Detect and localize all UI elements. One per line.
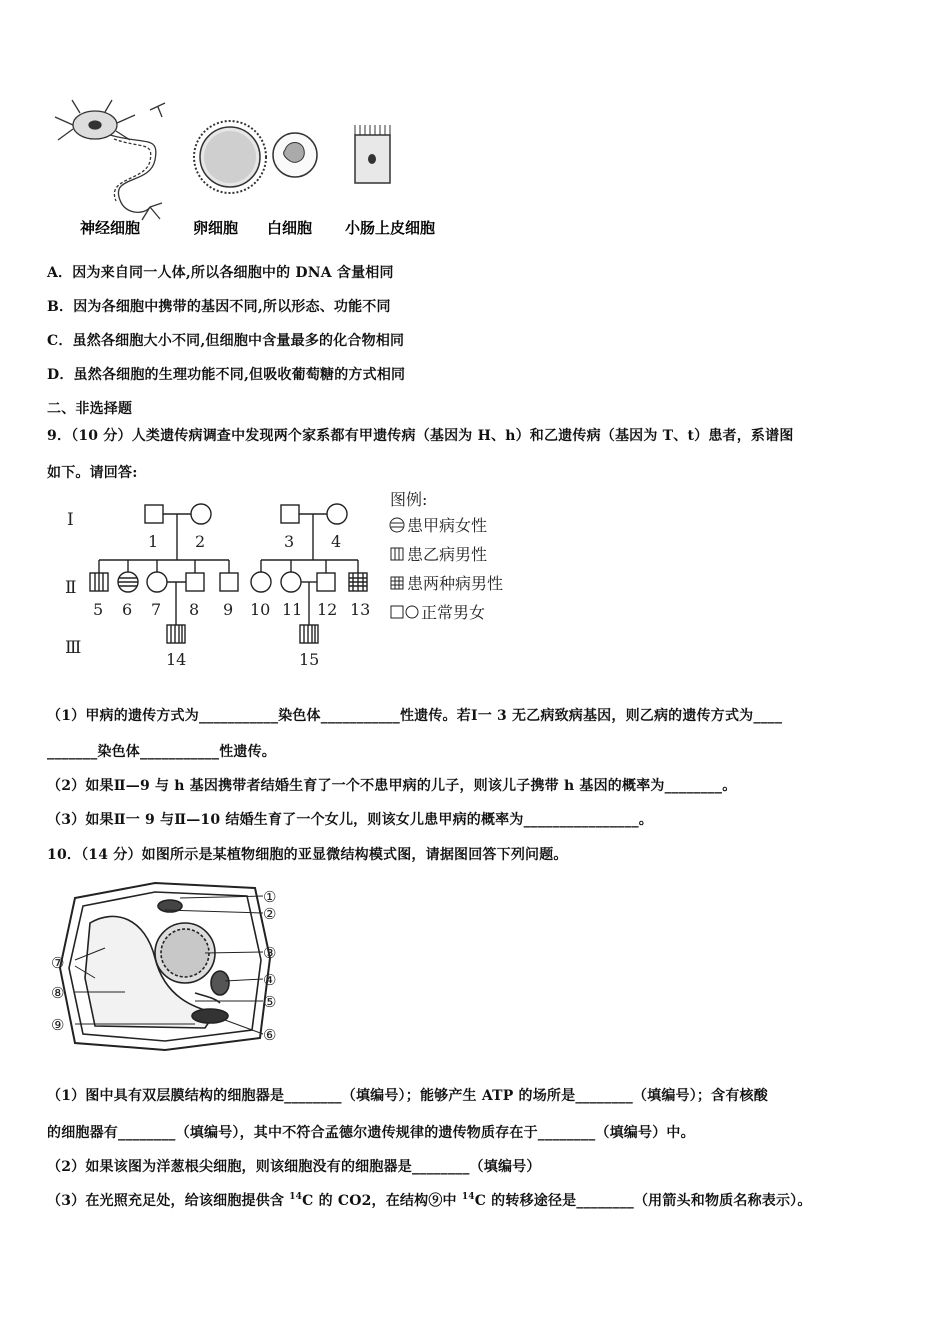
pedigree-legend	[390, 490, 503, 622]
intestinal-cell-drawing	[355, 125, 390, 183]
label-9: ⑨	[51, 1016, 65, 1034]
num-12: 12	[317, 600, 338, 619]
option-d: D．虽然各细胞的生理功能不同,但吸收葡萄糖的方式相同	[47, 367, 406, 383]
label-4: ④	[263, 971, 277, 989]
section-title: 二、非选择题	[47, 401, 133, 417]
q9-stem-line1: 9．（10 分）人类遗传病调查中发现两个家系都有甲遗传病（基因为 H、h）和乙遗传病（基因为 T、t）患者，系谱图	[47, 428, 794, 444]
individual-7	[147, 572, 167, 592]
num-7: 7	[151, 600, 162, 619]
cells-figure	[50, 95, 470, 240]
legend-item-2: 患乙病男性	[407, 545, 488, 564]
pedigree-chart	[55, 485, 545, 670]
neuron-cell-drawing	[55, 100, 165, 220]
white-blood-cell-drawing	[273, 133, 317, 177]
legend-item-3: 患两种病男性	[407, 574, 504, 593]
q10-sub3-part3: 2，在结构⑨中	[361, 1193, 462, 1209]
q9-sub1-line1: （1）甲病的遗传方式为___________染色体___________性遗传。若Ⅰ一 3 无乙病致病基因，则乙病的遗传方式为____	[47, 708, 783, 724]
num-14: 14	[166, 650, 187, 669]
plant-cell-svg	[45, 878, 290, 1058]
q10-sub3-sup2: 14	[461, 1192, 475, 1202]
q9-sub2: （2）如果Ⅱ—9 与 h 基因携带者结婚生育了一个不患甲病的儿子，则该儿子携带 h 基因的概率为________。	[47, 778, 737, 794]
cell-label-wbc: 白细胞	[267, 219, 313, 237]
q10-stem: 10．（14 分）如图所示是某植物细胞的亚显微结构模式图，请据图回答下列问题。	[47, 847, 568, 863]
num-9: 9	[223, 600, 234, 619]
q9-sub1-line2: _______染色体___________性遗传。	[47, 744, 276, 760]
num-11: 11	[282, 600, 303, 619]
num-8: 8	[189, 600, 200, 619]
plant-cell-figure	[45, 878, 290, 1058]
q10-sub3	[47, 1190, 812, 1210]
label-7: ⑦	[51, 954, 65, 972]
num-3: 3	[284, 532, 295, 551]
option-c: C．虽然各细胞大小不同,但细胞中含量最多的化合物相同	[47, 333, 405, 349]
num-10: 10	[250, 600, 271, 619]
num-15: 15	[299, 650, 320, 669]
num-4: 4	[331, 532, 342, 551]
q10-sub3-sup1: 14	[289, 1192, 303, 1202]
pedigree-svg	[55, 485, 545, 670]
label-1: ①	[263, 888, 277, 906]
individual-11	[281, 572, 301, 592]
label-3: ③	[263, 944, 277, 962]
legend-item-4: 正常男女	[421, 603, 486, 622]
cell-label-neuron: 神经细胞	[80, 219, 141, 237]
q10-sub3-part1: （3）在光照充足处，给该细胞提供含	[47, 1193, 290, 1209]
q10-sub1-line1: （1）图中具有双层膜结构的细胞器是________（填编号）；能够产生 ATP 的场所是________（填编号）；含有核酸	[47, 1088, 768, 1104]
q9-sub3: （3）如果Ⅱ一 9 与Ⅱ—10 结婚生育了一个女儿，则该女儿患甲病的概率为________________。	[47, 812, 653, 828]
num-13: 13	[350, 600, 371, 619]
legend-title: 图例:	[390, 490, 428, 509]
label-5: ⑤	[263, 993, 277, 1011]
individual-8	[186, 573, 204, 591]
num-5: 5	[93, 600, 104, 619]
num-2: 2	[195, 532, 206, 551]
num-6: 6	[122, 600, 133, 619]
num-1: 1	[148, 532, 159, 551]
gen-label-2: Ⅱ	[65, 578, 77, 598]
individual-3	[281, 505, 299, 523]
q10-sub2: （2）如果该图为洋葱根尖细胞，则该细胞没有的细胞器是________（填编号）	[47, 1159, 541, 1175]
cell-label-intestinal: 小肠上皮细胞	[345, 219, 436, 237]
gen-label-1: Ⅰ	[67, 510, 74, 530]
individual-4	[327, 504, 347, 524]
q10-sub3-part2: C 的 CO	[302, 1193, 362, 1209]
individual-1	[145, 505, 163, 523]
cells-illustration	[50, 95, 470, 240]
individual-10	[251, 572, 271, 592]
egg-cell-drawing	[194, 121, 266, 193]
legend-item-1: 患甲病女性	[407, 516, 488, 535]
q10-sub3-part4: C 的转移途径是________（用箭头和物质名称表示）。	[474, 1193, 812, 1209]
option-a: A．因为来自同一人体,所以各细胞中的 DNA 含量相同	[47, 265, 394, 281]
option-b: B．因为各细胞中携带的基因不同,所以形态、功能不同	[47, 299, 391, 315]
q10-sub1-line2: 的细胞器有________（填编号），其中不符合孟德尔遗传规律的遗传物质存在于________（填编号）中。	[47, 1125, 695, 1141]
q9-stem-line2: 如下。请回答:	[47, 465, 138, 481]
label-6: ⑥	[263, 1026, 277, 1044]
cell-label-egg: 卵细胞	[193, 219, 239, 237]
label-8: ⑧	[51, 984, 65, 1002]
individual-2	[191, 504, 211, 524]
individual-12	[317, 573, 335, 591]
gen-label-3: Ⅲ	[65, 638, 82, 658]
individual-9	[220, 573, 238, 591]
label-2: ②	[263, 905, 277, 923]
